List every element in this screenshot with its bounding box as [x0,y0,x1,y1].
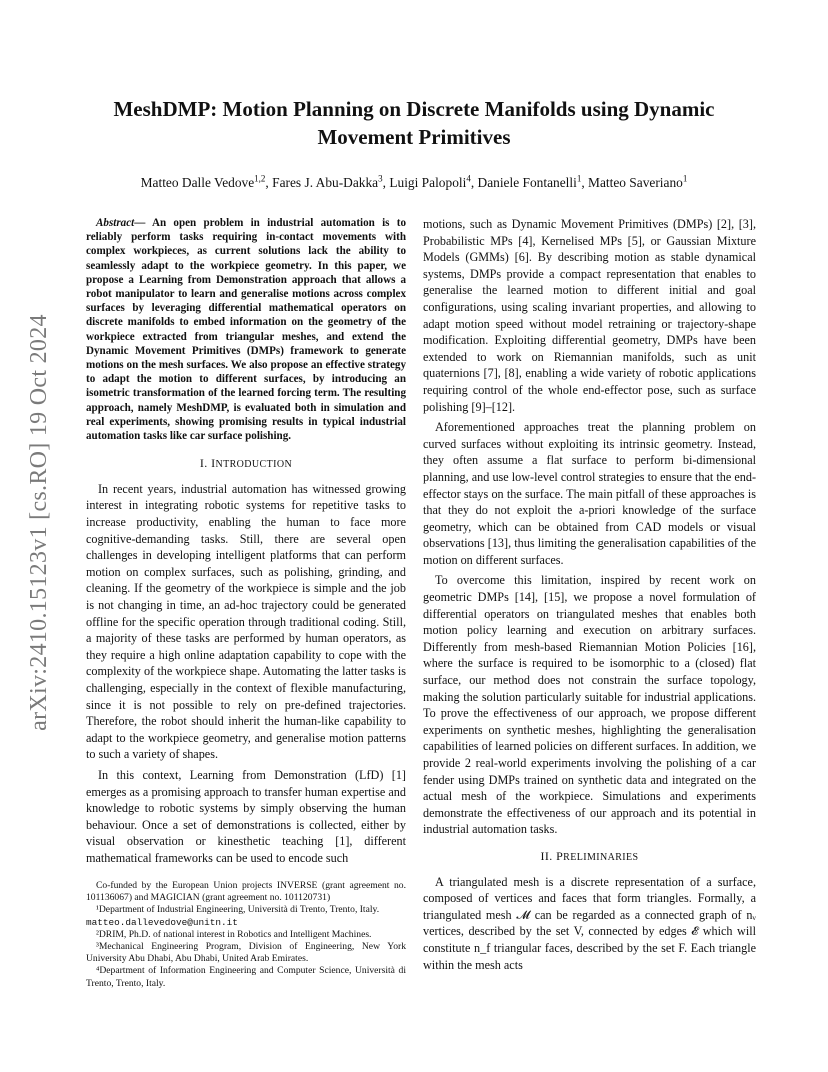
author: Matteo Dalle Vedove$^{1,2}$, [140,174,273,191]
section-heading-preliminaries: II. PRELIMINARIES [540,848,639,863]
footnote-funding: Co-funded by the European Union projects INVERSE (grant agreement no. 101136067) and MAGICIAN (grant agreement no. 101120731) [86,880,406,904]
paragraph: To overcome this limitation, inspired by recent work on geometric DMPs [14], [15], we propose a novel formulation of differential operators on triangulated meshes that enables both motion policy learning and execution on arbitrary surfaces. Differently from mesh-based Riemannian Motion Policies [16], where the surface is required to be isomorphic to a (closed) flat surface, our method does not constrain the surface topology, making the solution particularly suitable for industrial applications. To prove the effectiveness of our approach, we propose different experiments on synthetic meshes, highlighting the generalisation capabilities of learned policies on different surfaces. In addition, we provide 2 real-world experiments involving the polishing of a car fender using DMPs trained on synthetic data and integrated on the actual mesh of the workpiece. Simulations and experiments demonstrate the effectiveness of our approach and its potential in industrial automation tasks. [423,573,756,837]
paragraph: In recent years, industrial automation has witnessed growing interest in integrating robotic systems for repetitive tasks to increase productivity, enabling the human to face more cognitive-demanding tasks. Still, there are several open challenges in developing intelligent platforms that can perform motion on complex surfaces, such as polishing, grinding, and cleaning. If the geometry of the workpiece is simple and the job is not changing in time, an ad-hoc trajectory could be generated offline for the specific operation through traditional coding. Still, a majority of these tasks are performed by human operators, as they require a high online adaptation capability to cope with the complexity of the workpiece shape. Automating the latter tasks is challenging, especially in the context of flexible manufacturing, since it is not possible to rely on pre-defined trajectories. Therefore, the robot should inherit the human-like capability to adapt to the workpiece geometry, and generalise motion patterns to such a variety of shapes. [86,481,406,762]
arxiv-identifier-stamp [24,282,54,762]
footnote-affiliation-1: ¹Department of Industrial Engineering, Università di Trento, Trento, Italy. [96,904,380,916]
paragraph: A triangulated mesh is a discrete representation of a surface, composed of vertices and faces that form triangles. Formally, a triangulated mesh 𝓜 can be regarded as a connected graph of nᵥ vertices, described by the set V, connected by edges 𝓔 which will constitute n_f triangular faces, described by the set F. Each triangle within the mesh acts [423,874,756,972]
footnote-affiliation-2: ²DRIM, Ph.D. of national interest in Robotics and Intelligent Machines. [96,928,372,940]
abstract-text: An open problem in industrial automation is to reliably perform tasks requiring in-contact movements with complex workpieces, as current solutions lack the ability to seamlessly adapt to the workpiece geometry. In this paper, we propose a Learning from Demonstration approach that allows a robot manipulator to learn and generalise motions across complex surfaces by leveraging differential mathematical operators on discrete manifolds to embed information on the geometry of the workpiece extracted from triangular meshes, and extend the Dynamic Movement Primitives (DMPs) framework to generate motions on the mesh surfaces. We also propose an effective strategy to adapt the motion to different surfaces, by introducing an isometric transformation of the learned forcing term. The resulting approach, namely MeshDMP, is evaluated both in simulation and real experiments, showing promising results in typical industrial automation tasks like car surface polishing. [86,217,406,443]
left-column [86,216,406,867]
author: Fares J. Abu-Dakka$^3$, [272,174,390,191]
author: Daniele Fontanelli$^1$, [477,174,589,191]
abstract: Abstract— An open problem in industrial automation is to reliably perform tasks requiring in-contact movements with complex workpieces, as current solutions lack the ability to seamlessly adapt to the workpiece geometry. In this paper, we propose a Learning from Demonstration approach that allows a robot manipulator to learn and generalise motions across complex surfaces by leveraging differential mathematical operators on discrete manifolds to embed information on the geometry of the workpiece extracted from triangular meshes, and extend the Dynamic Movement Primitives (DMPs) framework to generate motions on the mesh surfaces. We also propose an effective strategy to adapt the motion to different surfaces, by introducing an isometric transformation of the learned forcing term. The resulting approach, namely MeshDMP, is evaluated both in simulation and real experiments, showing promising results in typical industrial automation tasks like car surface polishing. [86,217,406,443]
author: Luigi Palopoli$^4$, [389,174,478,191]
footnote-affiliation-4: ⁴Department of Information Engineering and Computer Science, Università di Trento, Trento, Italy. [86,965,406,989]
right-column [423,216,756,973]
section-heading-introduction: I. INTRODUCTION [199,456,293,471]
author: Matteo Saveriano$^1$ [588,174,688,191]
paragraph: Aforementioned approaches treat the planning problem on curved surfaces without exploiting its intrinsic geometry. Instead, they often assume a flat surface to perform bi-dimensional planning, and use low-level control strategies to ensure that the end-effector stays on the surface. The main pitfall of these approaches is that they do not exploit the a-priori knowledge of the surface geometry, which can be obtained from CAD models or visual observations [13], thus limiting the generalisation capabilities of the motion on different surfaces. [423,420,756,567]
author-list [60,170,768,192]
footnote-affiliation-3: ³Mechanical Engineering Program, Division of Engineering, New York University Abu Dhabi, Abu Dhabi, United Arab Emirates. [86,941,406,965]
paragraph: motions, such as Dynamic Movement Primitives (DMPs) [2], [3], Probabilistic MPs [4], Kernelised MPs [5], or Gaussian Mixture Models (GMMs) [6]. By describing motion as stable dynamical systems, DMPs provide a compact representation that enables to generalise the learned motion to different initial and goal configurations, using scaling invariant properties, and allowing to adapt motion speed without model retraining or trajectory-shape modification. Exploiting differential geometry, DMPs have been extended to work on Riemannian manifolds, such as unit quaternions [7], [8], enabling a wide variety of robotic applications requiring control of the whole end-effector pose, such as surface polishing [9]–[12]. [423,217,756,414]
paper-title: MeshDMP: Motion Planning on Discrete Manifolds using Dynamic Movement Primitives [113,97,715,149]
arxiv-identifier-text: arXiv:2410.15123v1 [cs.RO] 19 Oct 2024 [25,313,52,731]
footnote-email-link[interactable]: matteo.dallevedove@unitn.it [86,916,238,928]
footnotes [86,880,406,990]
paragraph: In this context, Learning from Demonstration (LfD) [1] emerges as a promising approach to transfer human expertise and knowledge to robotic systems by simply observing the human behaviour. Once a set of demonstrations is collected, either by visual observation or kinesthetic teaching [1], different mathematical frameworks can be used to encode such [86,767,406,865]
abstract-label: Abstract [96,217,135,229]
